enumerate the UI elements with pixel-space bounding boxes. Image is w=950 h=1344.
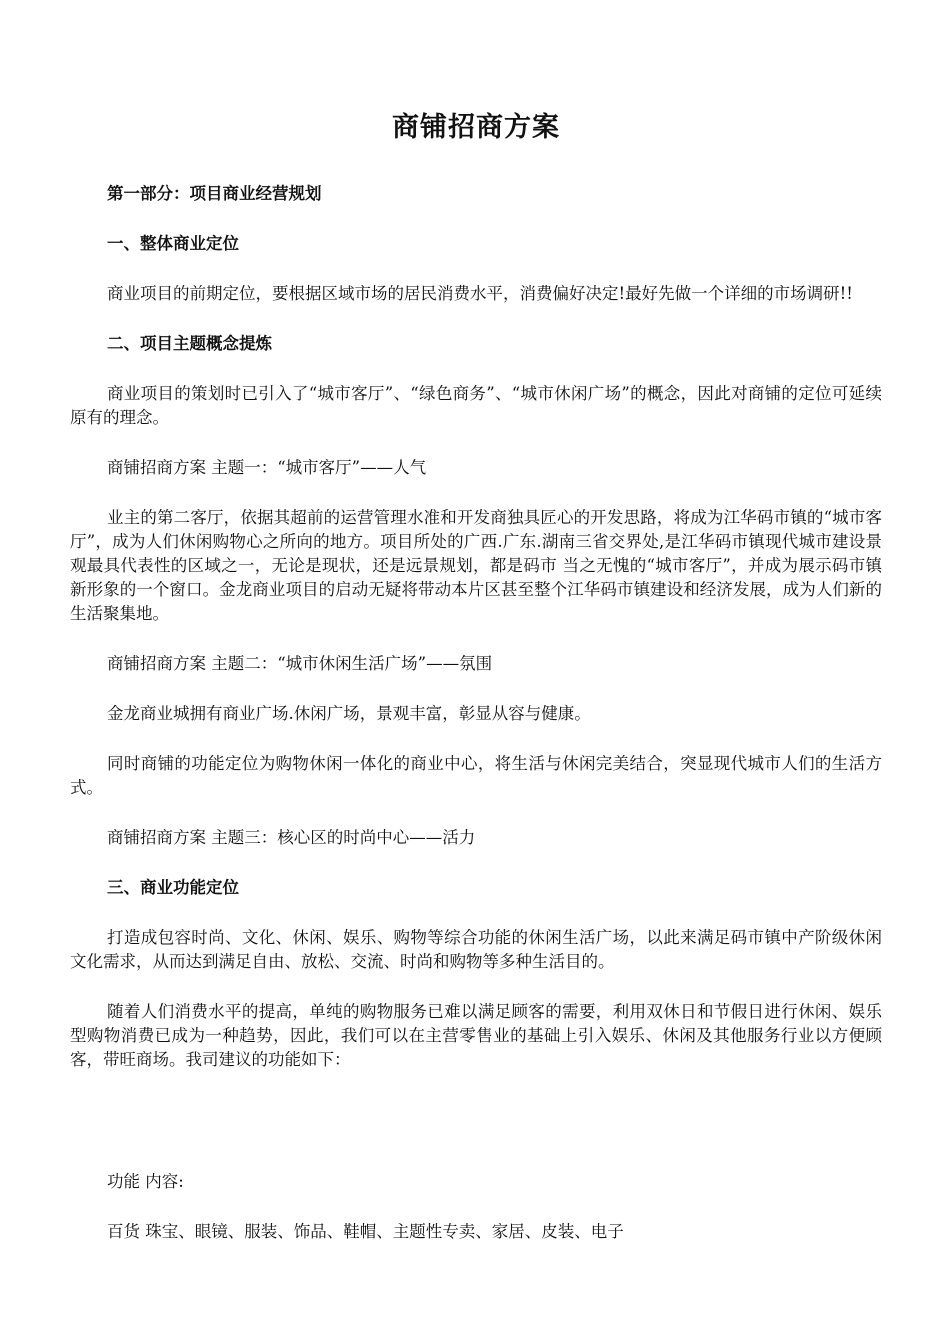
section3-paragraph-2: 随着人们消费水平的提高，单纯的购物服务已难以满足顾客的需要，利用双休日和节假日进行休闲、娱乐型购物消费已成为一种趋势，因此，我们可以在主营零售业的基础上引入娱乐、休闲及其他服务行业以方便顾客，带旺商场。我司建议的功能如下： <box>70 1002 882 1069</box>
part1-heading: 第一部分：项目商业经营规划 <box>107 184 322 203</box>
spacer <box>70 1098 882 1170</box>
theme1-paragraph: 业主的第二客厅，依据其超前的运营管理水准和开发商独具匠心的开发思路，将成为江华码市镇的“城市客厅”，成为人们休闲购物心之所向的地方。项目所处的广西.广东.湖南三省交界处,是江华码市镇现代城市建设景观最具代表性的区域之一，无论是现状，还是远景规划，都是码市 当之无愧的“城市客厅”，并成为展示码市镇新形象的一个窗口。金龙商业项目的启动无疑将带动本片区甚至整个江华码市镇建设和经济发展，成为人们新的生活聚集地。 <box>70 508 882 623</box>
theme1-line: 商铺招商方案 主题一：“城市客厅”——人气 <box>107 458 427 477</box>
section3-paragraph-1: 打造成包容时尚、文化、休闲、娱乐、购物等综合功能的休闲生活广场，以此来满足码市镇中产阶级休闲文化需求，从而达到满足自由、放松、交流、时尚和购物等多种生活目的。 <box>70 928 882 971</box>
document-title: 商铺招商方案 <box>392 112 560 143</box>
section3-heading: 三、商业功能定位 <box>107 878 239 897</box>
function-table-row: 百货 珠宝、眼镜、服装、饰品、鞋帽、主题性专卖、家居、皮装、电子 <box>107 1222 624 1241</box>
theme2-paragraph-1: 金龙商业城拥有商业广场.休闲广场，景观丰富，彰显从容与健康。 <box>107 704 591 723</box>
section1-heading: 一、整体商业定位 <box>107 234 239 253</box>
function-table-header: 功能 内容: <box>107 1172 184 1191</box>
section2-paragraph: 商业项目的策划时已引入了“城市客厅”、“绿色商务”、“城市休闲广场”的概念，因此对商铺的定位可延续原有的理念。 <box>70 384 882 427</box>
theme2-paragraph-2: 同时商铺的功能定位为购物休闲一体化的商业中心，将生活与休闲完美结合，突显现代城市人们的生活方式。 <box>70 754 882 797</box>
theme2-line: 商铺招商方案 主题二：“城市休闲生活广场”——氛围 <box>107 654 493 673</box>
section1-paragraph: 商业项目的前期定位，要根据区域市场的居民消费水平，消费偏好决定!最好先做一个详细的市场调研!! <box>107 284 853 303</box>
document-page <box>70 105 882 1270</box>
section2-heading: 二、项目主题概念提炼 <box>107 334 272 353</box>
theme3-line: 商铺招商方案 主题三：核心区的时尚中心——活力 <box>107 828 476 847</box>
